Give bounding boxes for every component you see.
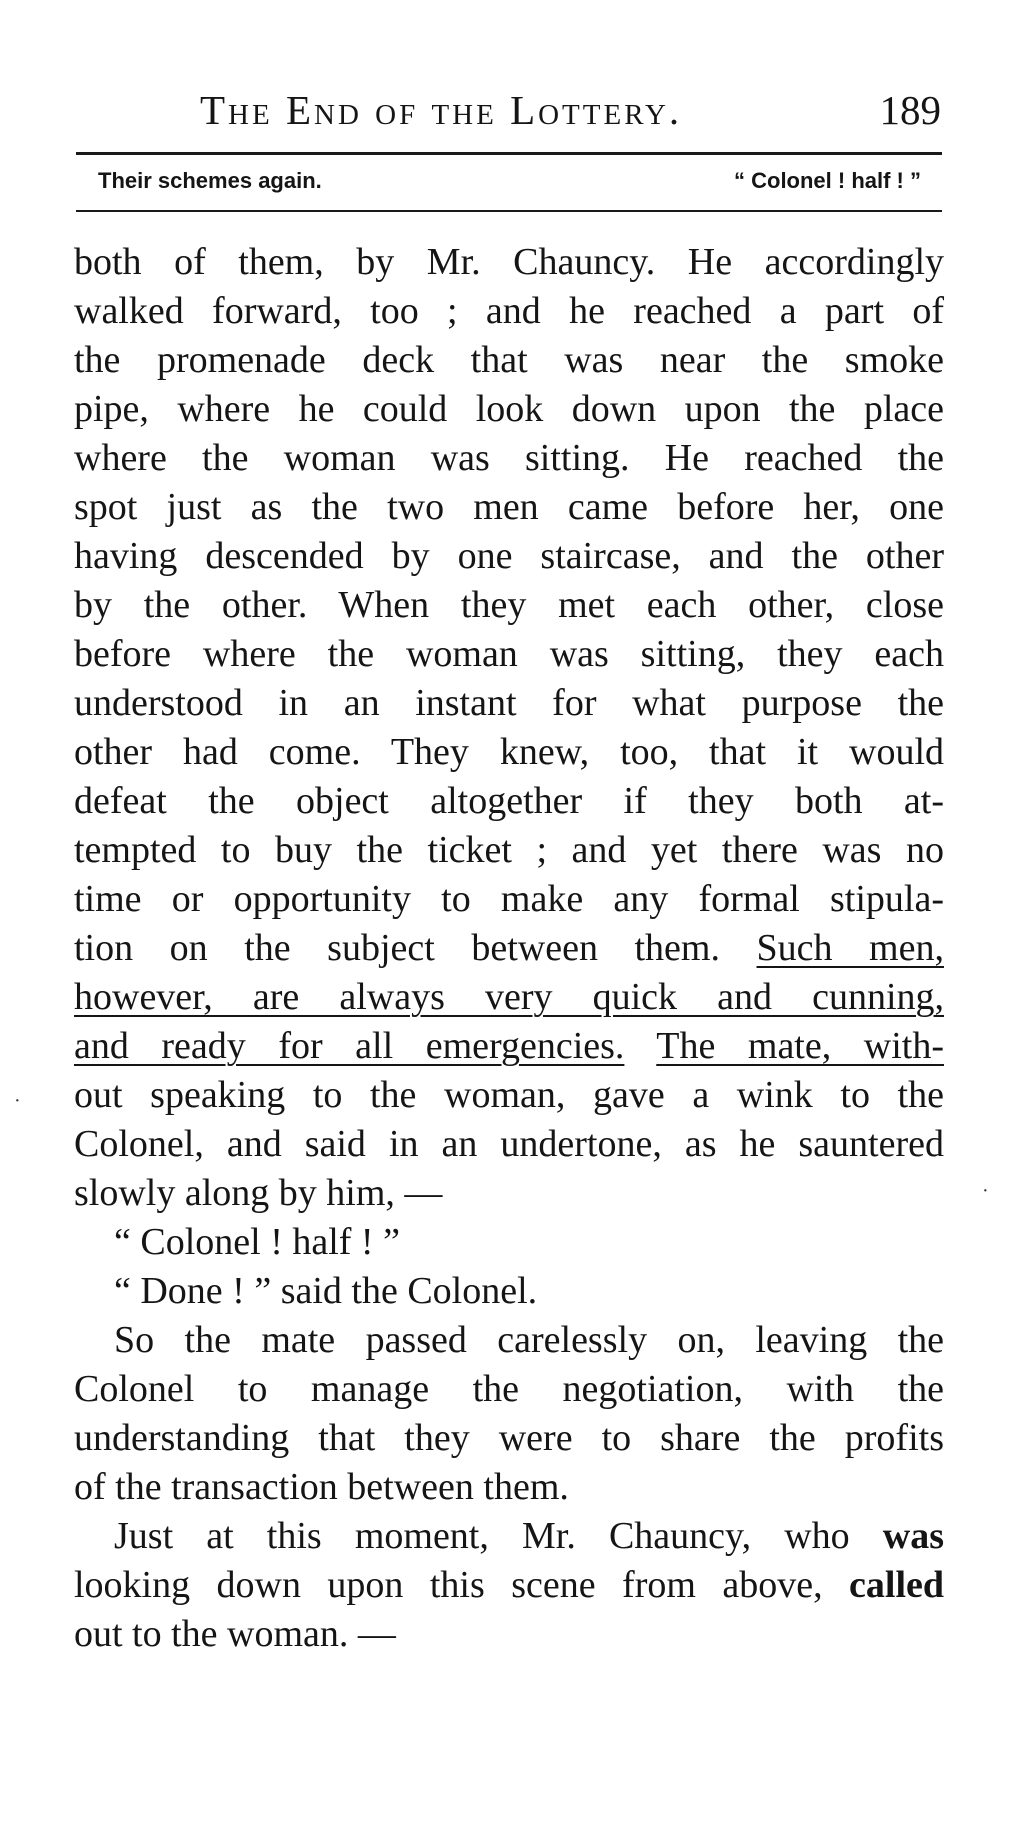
body-text	[74, 238, 944, 1659]
text-line: Colonel, and said in an undertone, as he sauntered	[74, 1123, 944, 1165]
paragraph-first-line: So the mate passed carelessly on, leaving the	[114, 1319, 944, 1361]
page-number: 189	[879, 87, 941, 133]
underlined-text: The mate, with-	[656, 1025, 944, 1067]
text-segment: tion on the subject between them.	[74, 927, 720, 969]
underlined-text: Such men,	[756, 927, 944, 969]
text-line: having descended by one staircase, and the other	[74, 535, 944, 577]
text-line: out speaking to the woman, gave a wink to the	[74, 1074, 944, 1116]
text-line: understood in an instant for what purpose the	[74, 682, 944, 724]
text-line: time or opportunity to make any formal stipula-	[74, 878, 944, 920]
header-rule-bottom	[76, 210, 942, 212]
text-line: tempted to buy the ticket ; and yet there was no	[74, 829, 944, 871]
sidenote-right: “ Colonel ! half ! ”	[734, 168, 921, 193]
text-line: understanding that they were to share the profits	[74, 1417, 944, 1459]
text-line: defeat the object altogether if they both at-	[74, 780, 944, 822]
text-line: before where the woman was sitting, they each	[74, 633, 944, 675]
text-line: the promenade deck that was near the smoke	[74, 339, 944, 381]
text-line-mixed	[74, 1022, 944, 1071]
text-segment: looking down upon this scene from above,	[74, 1564, 823, 1606]
underlined-line: however, are always very quick and cunning,	[74, 976, 944, 1018]
sidenote-left: Their schemes again.	[98, 168, 322, 193]
text-line: other had come. They knew, too, that it would	[74, 731, 944, 773]
text-line: both of them, by Mr. Chauncy. He accordingly	[74, 241, 944, 283]
text-line: slowly along by him, —	[74, 1172, 443, 1214]
text-line-mixed	[74, 924, 944, 973]
dialogue-line: “ Done ! ” said the Colonel.	[114, 1270, 538, 1312]
text-line: where the woman was sitting. He reached the	[74, 437, 944, 479]
paragraph-first-line	[74, 1512, 944, 1561]
margin-speck: ·	[982, 1180, 989, 1202]
text-line: spot just as the two men came before her, one	[74, 486, 944, 528]
bold-word: called	[849, 1564, 944, 1606]
text-line: of the transaction between them.	[74, 1466, 569, 1508]
underlined-text: and ready for all emergencies.	[74, 1025, 625, 1067]
text-line: walked forward, too ; and he reached a part of	[74, 290, 944, 332]
text-line: pipe, where he could look down upon the place	[74, 388, 944, 430]
text-segment: Just at this moment, Mr. Chauncy, who	[114, 1515, 850, 1557]
text-line: by the other. When they met each other, close	[74, 584, 944, 626]
text-line: Colonel to manage the negotiation, with the	[74, 1368, 944, 1410]
bold-word: was	[882, 1515, 944, 1557]
header-rule-top	[76, 152, 942, 155]
margin-speck: ·	[14, 1090, 21, 1112]
dialogue-line: “ Colonel ! half ! ”	[114, 1221, 400, 1263]
text-line-mixed	[74, 1561, 944, 1610]
text-line: out to the woman. —	[74, 1613, 396, 1655]
running-head-title: The End of the Lottery.	[200, 87, 683, 133]
